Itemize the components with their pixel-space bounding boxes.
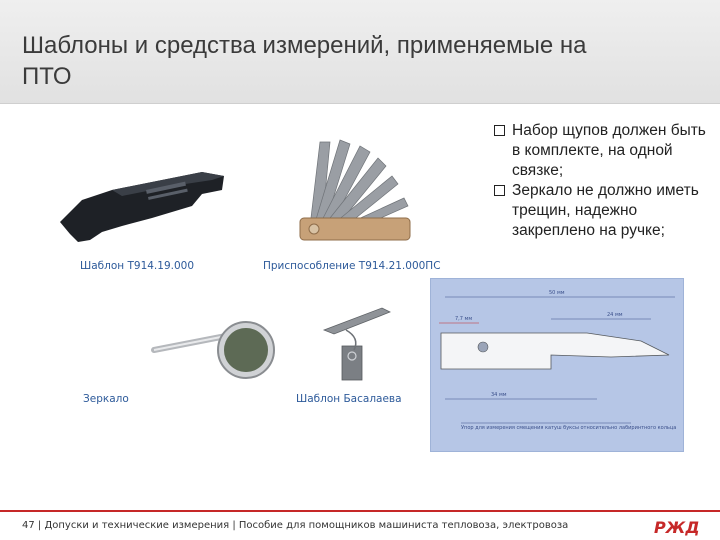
footer-text: 47 | Допуски и технические измерения | Пособие для помощников машиниста тепловоза, электровоза — [22, 520, 569, 531]
caption-basalaev: Шаблон Басалаева — [296, 393, 402, 405]
bullet-item — [493, 181, 715, 241]
dim-right-label: 24 мм — [607, 312, 623, 318]
technical-drawing — [430, 278, 684, 452]
dim-left-label: 7,7 мм — [455, 316, 473, 322]
drawing-note: Упор для измерения смещения катуш буксы относительно лабиринтного кольца — [461, 425, 677, 431]
mirror-image — [150, 300, 280, 390]
dim-bottom-label: 34 мм — [491, 392, 507, 398]
bullet-text: Зеркало не должно иметь трещин, надежно закреплено на ручке; — [512, 182, 699, 239]
bullet-item — [493, 121, 715, 181]
svg-text:РЖД: РЖД — [654, 518, 700, 537]
title-band — [0, 0, 720, 104]
template-gauge-image — [52, 160, 232, 250]
slide-title: Шаблоны и средства измерений, применяемые на ПТО — [22, 32, 587, 90]
caption-mirror: Зеркало — [83, 393, 129, 405]
bullet-list — [493, 121, 715, 241]
caption-template: Шаблон Т914.19.000 — [80, 260, 195, 272]
checkbox-bullet-icon — [494, 125, 505, 136]
bullet-text: Набор щупов должен быть в комплекте, на одной связке; — [512, 122, 706, 179]
footer-rule — [0, 510, 720, 512]
dim-total-label: 50 мм — [549, 290, 565, 296]
checkbox-bullet-icon — [494, 185, 505, 196]
feeler-gauge-image — [280, 128, 420, 246]
caption-device: Приспособление Т914.21.000ПС — [263, 260, 441, 272]
rzd-logo-icon — [654, 517, 700, 537]
basalaev-template-image — [320, 300, 400, 390]
